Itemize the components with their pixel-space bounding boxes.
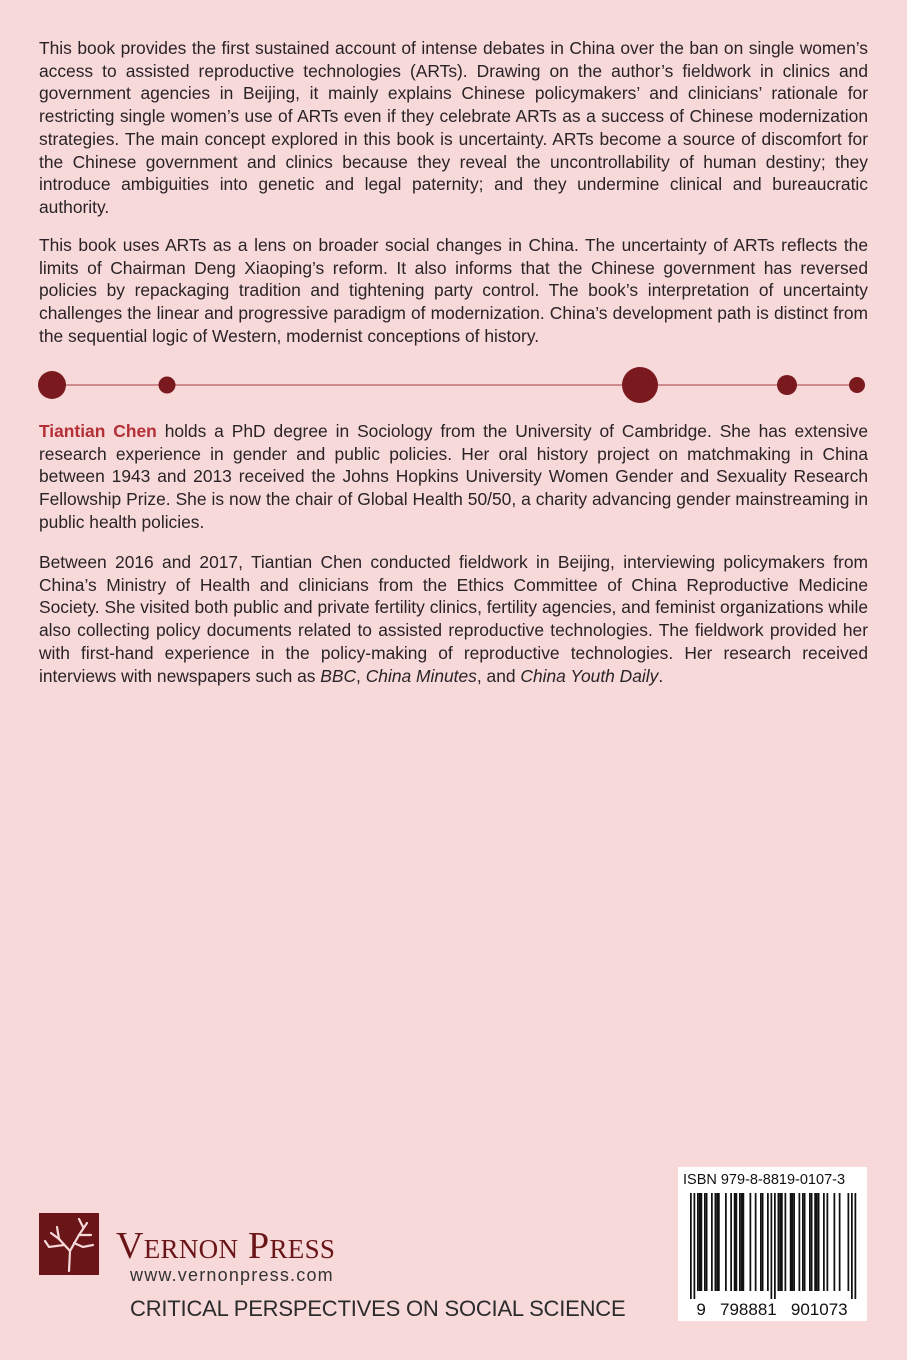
barcode-bar [762, 1193, 764, 1291]
barcode-bar [834, 1193, 836, 1291]
barcode-bar [750, 1193, 752, 1291]
barcode-bar [792, 1193, 794, 1291]
barcode-bar [804, 1193, 806, 1291]
author-bio-paragraph [39, 420, 868, 534]
barcode-bar [774, 1193, 776, 1299]
barcode-bar [699, 1193, 701, 1291]
divider-dot-largest [622, 367, 658, 403]
barcode-bar [823, 1193, 825, 1291]
newspaper-china-minutes: China Minutes [365, 665, 477, 686]
newspaper-bbc: BBC [320, 665, 357, 686]
barcode-bar [739, 1193, 741, 1291]
divider-dot-small [159, 377, 176, 394]
barcode-bar [814, 1193, 816, 1291]
barcode-bar [743, 1193, 745, 1291]
newspaper-china-youth-daily: China Youth Daily [520, 665, 659, 686]
barcode [678, 1191, 867, 1321]
barcode-bar [771, 1193, 773, 1299]
barcode-bar [811, 1193, 813, 1291]
isbn-label: ISBN 979-8-8819-0107-3 [683, 1172, 846, 1188]
barcode-bar [809, 1193, 811, 1291]
barcode-bar [818, 1193, 820, 1291]
fieldwork-end: . [658, 665, 664, 686]
author-name: Tiantian Chen [39, 421, 157, 441]
barcode-bar [718, 1193, 720, 1291]
barcode-bar [755, 1193, 757, 1291]
barcode-bar [736, 1193, 738, 1291]
fieldwork-text: Between 2016 and 2017, Tiantian Chen conducted fieldwork in Beijing, interviewing policymakers from China’s Ministry of Health and clinicians from the Ethics Committee of China Reproductive Medicine Society. She visited both public and private fertility clinics, fertility agencies, and feminist organizations while also collecting policy documents related to assisted reproductive technologies. The fieldwork provided her with first-hand experience in the policy-making of reproductive technologies. Her research received interviews with newspapers such as [39, 552, 868, 686]
description-paragraph-2: This book uses ARTs as a lens on broader social changes in China. The uncertainty of ARTs reflects the limits of Chairman Deng Xiaoping’s reform. It also informs that the Chinese government has reversed policies by repackaging tradition and tightening party control. The book’s interpretation of uncertainty challenges the linear and progressive paradigm of modernization. China’s development path is distinct from the sequential logic of Western, modernist conceptions of history. [39, 235, 868, 346]
fieldwork-paragraph [39, 551, 868, 687]
barcode-bar [730, 1193, 732, 1291]
barcode-bar [855, 1193, 857, 1299]
barcode-bar [704, 1193, 706, 1291]
barcode-bar [690, 1193, 692, 1299]
barcode-bar [760, 1193, 762, 1291]
barcode-bar [781, 1193, 783, 1291]
author-bio-text: holds a PhD degree in Sociology from the University of Cambridge. She has extensive research experience in gender and public policies. Her oral history project on matchmaking in China between 1943 and 2013 received the Johns Hopkins University Women Gender and Sexuality Research Fellowship Prize. She is now the chair of Global Health 50/50, a charity advancing gender mainstreaming in public health policies. [39, 421, 869, 532]
description-paragraph-1: This book provides the first sustained account of intense debates in China over the ban on single women’s access to assisted reproductive technologies (ARTs). Drawing on the author’s fieldwork in clinics and government agencies in Beijing, it mainly explains Chinese policymakers’ and clinicians’ rationale for restricting single women’s use of ARTs even if they celebrate ARTs as a success of Chinese modernization strategies. The main concept explored in this book is uncertainty. ARTs become a source of discomfort for the Chinese government and clinics because they reveal the uncontrollability of human destiny; they introduce ambiguities into genetic and legal paternity; and they undermine clinical and bureaucratic authority. [39, 38, 868, 217]
barcode-bar [697, 1193, 699, 1291]
barcode-bar [711, 1193, 713, 1291]
isbn-barcode-box [678, 1167, 867, 1321]
barcode-bar [827, 1193, 829, 1291]
separator-1: , [356, 665, 366, 686]
barcode-bar [839, 1193, 841, 1291]
barcode-digits: 9 798881 901073 [696, 1300, 848, 1319]
barcode-bar [802, 1193, 804, 1291]
barcode-bar [779, 1193, 781, 1291]
barcode-bar [848, 1193, 850, 1291]
barcode-bar [799, 1193, 801, 1291]
separator-2: , and [476, 665, 521, 686]
barcode-bar [716, 1193, 718, 1291]
barcode-bar [734, 1193, 736, 1291]
vernon-press-tree-logo-icon [39, 1213, 99, 1275]
barcode-bars [690, 1193, 856, 1299]
decorative-divider [36, 364, 872, 408]
barcode-bar [778, 1193, 780, 1291]
barcode-bar [793, 1193, 795, 1291]
publisher-name: Vernon Press [116, 1225, 336, 1267]
barcode-bar [816, 1193, 818, 1291]
barcode-bar [715, 1193, 717, 1291]
barcode-bar [706, 1193, 708, 1291]
barcode-bar [767, 1193, 769, 1291]
series-title: CRITICAL PERSPECTIVES ON SOCIAL SCIENCE [130, 1296, 626, 1321]
barcode-bar [785, 1193, 787, 1291]
barcode-bar [725, 1193, 727, 1291]
divider-dot-medium [777, 375, 797, 395]
barcode-bar [694, 1193, 696, 1299]
publisher-url[interactable]: www.vernonpress.com [130, 1265, 334, 1285]
barcode-bar [851, 1193, 853, 1299]
divider-dot-large-left [38, 371, 66, 399]
barcode-bar [790, 1193, 792, 1291]
barcode-bar [701, 1193, 703, 1291]
divider-dot-small-right [849, 377, 865, 393]
barcode-bar [741, 1193, 743, 1291]
